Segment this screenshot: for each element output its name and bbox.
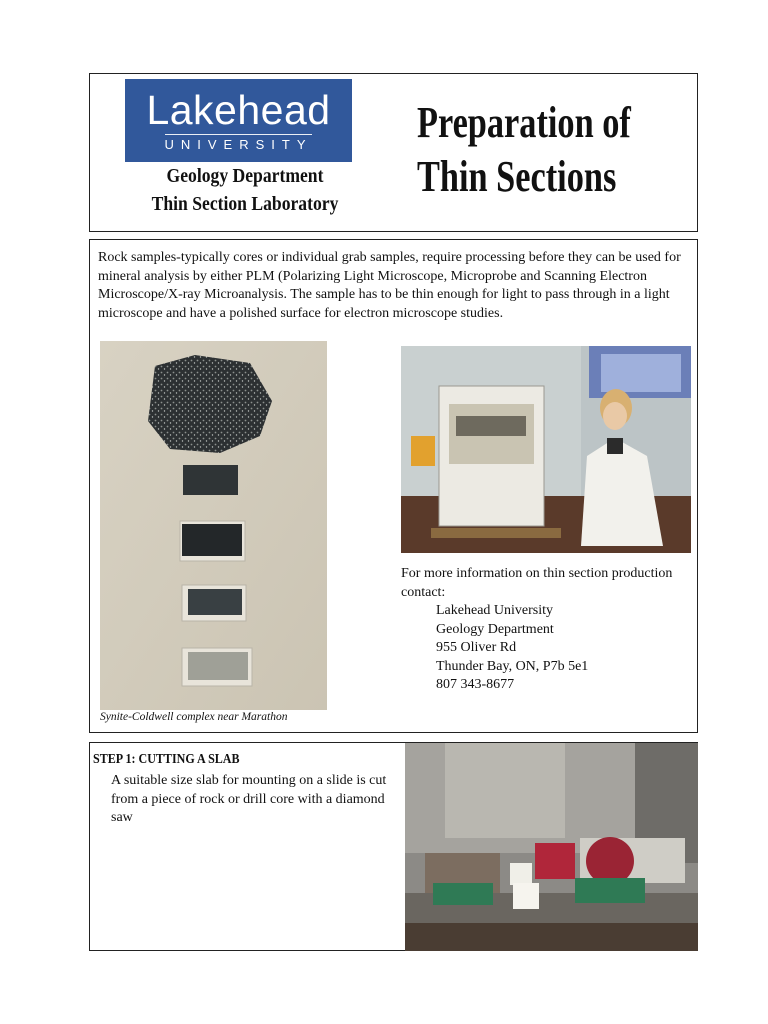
contact-block [401, 565, 693, 695]
address-line: 955 Oliver Rd [436, 640, 517, 655]
contact-address [401, 602, 693, 695]
intro-box [89, 239, 698, 733]
intro-paragraph: Rock samples-typically cores or individual grab samples, require processing before they can be used for mineral analysis by either PLM (Polarizing Light Microscope, Microprobe and Scanning Electron Microscope/X-ray Microanalysis. The sample has to be thin enough for light to pass through in a light microscope and have a polished surface for electron microscope studies. [98, 250, 681, 321]
department-name [139, 162, 350, 218]
logo-subtitle: UNIVERSITY [164, 137, 313, 152]
phone-number: 807 343-8677 [436, 677, 515, 692]
laboratory-line: Thin Section Laboratory [151, 193, 339, 215]
contact-intro: For more information on thin section production contact: [401, 566, 673, 600]
address-line: Thunder Bay, ON, P7b 5e1 [436, 658, 589, 674]
address-line: Geology Department [436, 621, 554, 637]
title-line-2: Thin Sections [417, 152, 617, 201]
step-description: A suitable size slab for mounting on a slide is cut from a piece of rock or drill core with a diamond saw [111, 773, 387, 825]
header-box [89, 73, 698, 232]
logo-wordmark: Lakehead [146, 87, 331, 133]
department-line: Geology Department [166, 165, 324, 187]
step-1-box [89, 742, 698, 951]
address-line: Lakehead University [436, 603, 554, 618]
rock-samples-photo [100, 341, 327, 710]
document-title [417, 96, 635, 204]
step-heading: STEP 1: CUTTING A SLAB [93, 752, 240, 767]
lakehead-logo [125, 79, 352, 162]
diamond-saw-photo [405, 743, 698, 951]
logo-divider [165, 134, 312, 135]
title-line-1: Preparation of [417, 98, 631, 147]
lab-technician-photo [401, 346, 691, 553]
photo-caption: Synite-Coldwell complex near Marathon [100, 711, 288, 723]
